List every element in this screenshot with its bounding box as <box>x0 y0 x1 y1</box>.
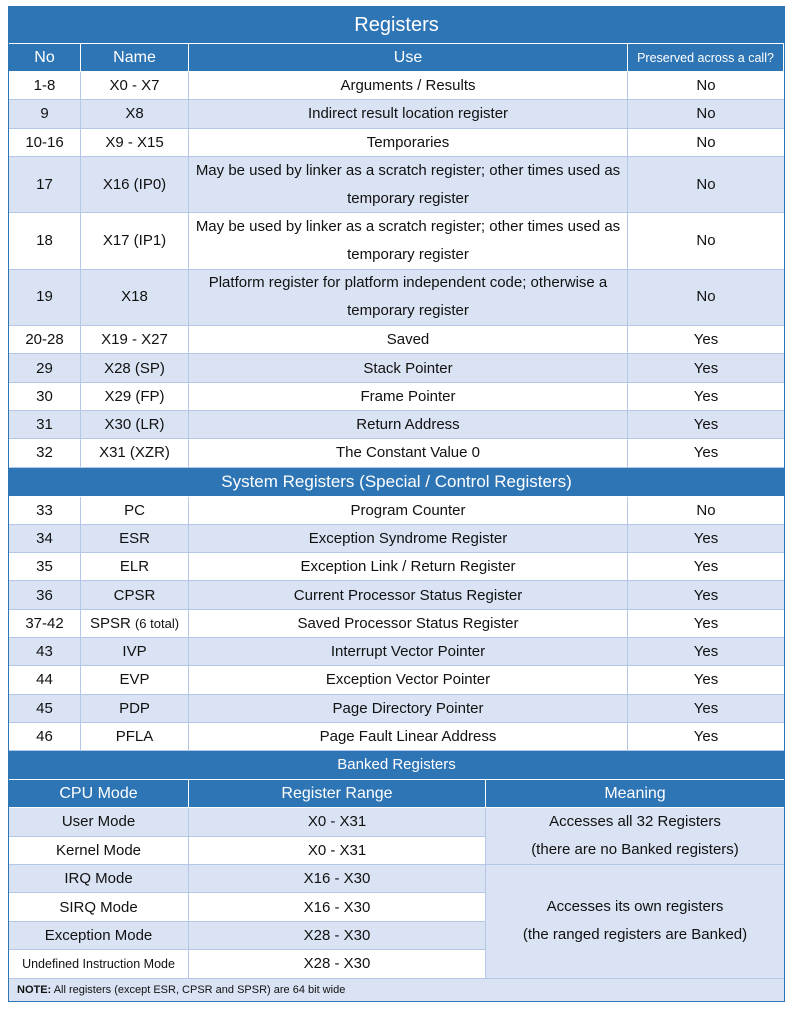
cell-name: X18 <box>81 270 189 326</box>
cell-no: 34 <box>9 525 81 553</box>
cell-no: 35 <box>9 553 81 581</box>
cell-name: X31 (XZR) <box>81 439 189 467</box>
cell-no: 46 <box>9 723 81 751</box>
cell-name: PFLA <box>81 723 189 751</box>
cell-no: 10-16 <box>9 129 81 157</box>
cell-use: Interrupt Vector Pointer <box>189 638 628 666</box>
cell-cpu-mode: Kernel Mode <box>9 837 189 865</box>
cell-preserved: Yes <box>628 439 784 467</box>
cell-use: Saved <box>189 326 628 354</box>
table-row <box>9 723 784 751</box>
cell-name: X8 <box>81 100 189 128</box>
table-row <box>9 213 784 269</box>
cell-register-range: X0 - X31 <box>189 808 486 836</box>
meaning-line: (there are no Banked registers) <box>531 841 739 859</box>
cell-preserved: Yes <box>628 411 784 439</box>
cell-cpu-mode: SIRQ Mode <box>9 893 189 921</box>
cell-use: May be used by linker as a scratch register; other times used as temporary register <box>189 157 628 213</box>
cell-use: Temporaries <box>189 129 628 157</box>
cell-preserved: No <box>628 497 784 525</box>
table-row <box>9 610 784 638</box>
column-header-row <box>9 44 784 72</box>
register-name: SPSR <box>89 614 131 632</box>
cell-name: IVP <box>81 638 189 666</box>
cell-name: X0 - X7 <box>81 72 189 100</box>
table-row <box>9 666 784 694</box>
table-title: Registers <box>9 7 784 44</box>
cell-name: EVP <box>81 666 189 694</box>
cell-name: PDP <box>81 695 189 723</box>
header-meaning: Meaning <box>486 780 784 808</box>
system-registers <box>9 497 784 752</box>
cell-name: X17 (IP1) <box>81 213 189 269</box>
cell-preserved: Yes <box>628 354 784 382</box>
cell-no: 37-42 <box>9 610 81 638</box>
table-row <box>9 439 784 467</box>
cell-use: Platform register for platform independent code; otherwise a temporary register <box>189 270 628 326</box>
cell-preserved: No <box>628 213 784 269</box>
table-row <box>9 100 784 128</box>
cell-preserved: Yes <box>628 723 784 751</box>
cell-cpu-mode: Exception Mode <box>9 922 189 950</box>
table-row <box>9 411 784 439</box>
cell-preserved: No <box>628 100 784 128</box>
table-row <box>9 270 784 326</box>
header-name: Name <box>81 44 189 72</box>
cell-cpu-mode: IRQ Mode <box>9 865 189 893</box>
cell-use: Page Directory Pointer <box>189 695 628 723</box>
register-count-note: (6 total) <box>134 615 180 631</box>
meaning-line: Accesses all 32 Registers <box>549 813 721 831</box>
note-label: NOTE: <box>17 983 52 996</box>
cell-name <box>81 610 189 638</box>
cell-no: 32 <box>9 439 81 467</box>
cell-use: Return Address <box>189 411 628 439</box>
cell-use: Exception Link / Return Register <box>189 553 628 581</box>
cell-register-range: X28 - X30 <box>189 950 486 978</box>
table-row <box>9 129 784 157</box>
cell-no: 17 <box>9 157 81 213</box>
cell-use: Page Fault Linear Address <box>189 723 628 751</box>
cell-preserved: Yes <box>628 638 784 666</box>
table-row <box>9 383 784 411</box>
cell-no: 1-8 <box>9 72 81 100</box>
system-registers-title: System Registers (Special / Control Registers) <box>9 468 784 497</box>
registers-table <box>8 6 785 1002</box>
banked-registers-title: Banked Registers <box>9 751 784 780</box>
table-row <box>9 695 784 723</box>
cell-no: 45 <box>9 695 81 723</box>
cell-use: Exception Vector Pointer <box>189 666 628 694</box>
cell-preserved: Yes <box>628 610 784 638</box>
table-row <box>9 638 784 666</box>
cell-register-range: X16 - X30 <box>189 893 486 921</box>
cell-name: X19 - X27 <box>81 326 189 354</box>
footnote <box>9 979 784 1001</box>
cell-use: Saved Processor Status Register <box>189 610 628 638</box>
cell-name: X29 (FP) <box>81 383 189 411</box>
table-row <box>9 497 784 525</box>
table-row <box>9 326 784 354</box>
cell-register-range: X28 - X30 <box>189 922 486 950</box>
meaning-no-banked <box>486 808 784 865</box>
banked-registers-table <box>9 780 784 978</box>
meaning-banked <box>486 865 784 979</box>
cell-name: ESR <box>81 525 189 553</box>
general-registers <box>9 72 784 468</box>
cell-cpu-mode: Undefined Instruction Mode <box>9 950 189 978</box>
header-no: No <box>9 44 81 72</box>
cell-preserved: No <box>628 72 784 100</box>
cell-use: Program Counter <box>189 497 628 525</box>
cell-name: ELR <box>81 553 189 581</box>
cell-register-range: X16 - X30 <box>189 865 486 893</box>
cell-no: 36 <box>9 581 81 609</box>
cell-preserved: No <box>628 129 784 157</box>
cell-use: Indirect result location register <box>189 100 628 128</box>
cell-preserved: Yes <box>628 553 784 581</box>
table-row <box>9 525 784 553</box>
cell-use: The Constant Value 0 <box>189 439 628 467</box>
table-row <box>9 553 784 581</box>
meaning-line: (the ranged registers are Banked) <box>522 926 748 944</box>
cell-no: 9 <box>9 100 81 128</box>
cell-use: Exception Syndrome Register <box>189 525 628 553</box>
cell-preserved: Yes <box>628 383 784 411</box>
cell-no: 19 <box>9 270 81 326</box>
cell-cpu-mode: User Mode <box>9 808 189 836</box>
cell-preserved: Yes <box>628 581 784 609</box>
cell-register-range: X0 - X31 <box>189 837 486 865</box>
cell-preserved: No <box>628 270 784 326</box>
cell-use: Arguments / Results <box>189 72 628 100</box>
cell-name: X30 (LR) <box>81 411 189 439</box>
cell-name: CPSR <box>81 581 189 609</box>
table-row <box>9 157 784 213</box>
cell-preserved: Yes <box>628 695 784 723</box>
cell-name: PC <box>81 497 189 525</box>
cell-preserved: No <box>628 157 784 213</box>
cell-no: 20-28 <box>9 326 81 354</box>
header-use: Use <box>189 44 628 72</box>
header-preserved: Preserved across a call? <box>628 44 784 72</box>
table-row <box>9 354 784 382</box>
cell-no: 33 <box>9 497 81 525</box>
note-text: All registers (except ESR, CPSR and SPSR) are 64 bit wide <box>53 983 346 996</box>
cell-no: 43 <box>9 638 81 666</box>
meaning-line: Accesses its own registers <box>546 898 724 916</box>
header-register-range: Register Range <box>189 780 486 808</box>
cell-preserved: Yes <box>628 326 784 354</box>
cell-no: 30 <box>9 383 81 411</box>
cell-no: 44 <box>9 666 81 694</box>
cell-no: 18 <box>9 213 81 269</box>
cell-preserved: Yes <box>628 666 784 694</box>
cell-name: X28 (SP) <box>81 354 189 382</box>
cell-name: X16 (IP0) <box>81 157 189 213</box>
header-cpu-mode: CPU Mode <box>9 780 189 808</box>
cell-preserved: Yes <box>628 525 784 553</box>
cell-name: X9 - X15 <box>81 129 189 157</box>
cell-no: 31 <box>9 411 81 439</box>
cell-use: Current Processor Status Register <box>189 581 628 609</box>
table-row <box>9 581 784 609</box>
cell-use: Stack Pointer <box>189 354 628 382</box>
cell-use: Frame Pointer <box>189 383 628 411</box>
cell-no: 29 <box>9 354 81 382</box>
table-row <box>9 72 784 100</box>
cell-use: May be used by linker as a scratch register; other times used as temporary register <box>189 213 628 269</box>
